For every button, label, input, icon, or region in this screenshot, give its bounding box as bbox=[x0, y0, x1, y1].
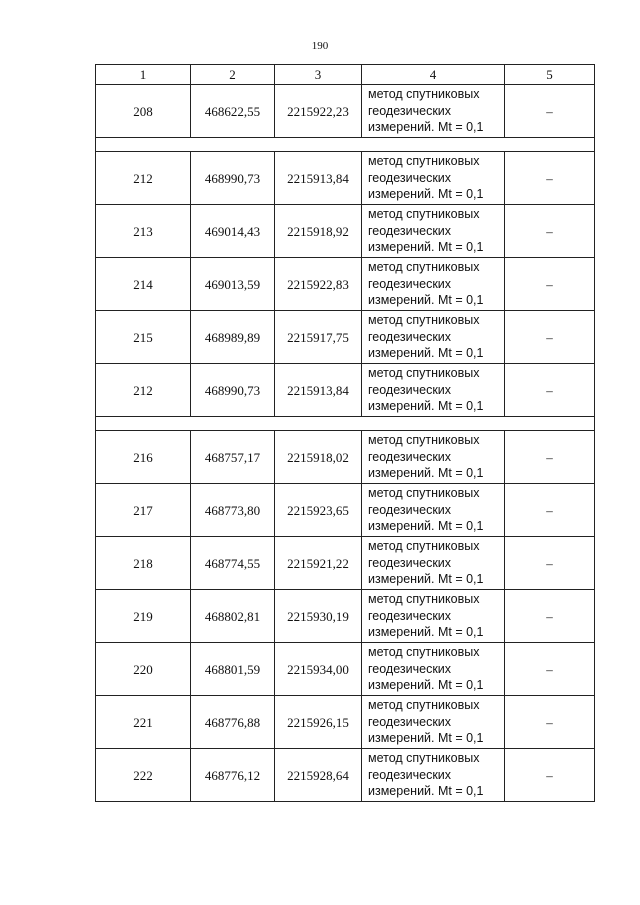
point-number-cell: 215 bbox=[96, 311, 191, 364]
method-cell bbox=[362, 152, 505, 205]
method-text-line: метод спутниковых bbox=[368, 313, 480, 328]
point-number-cell: 222 bbox=[96, 749, 191, 802]
point-number-cell: 213 bbox=[96, 205, 191, 258]
table-row bbox=[96, 205, 595, 258]
method-text-line: геодезических bbox=[368, 608, 452, 623]
separator-row bbox=[96, 138, 595, 152]
method-text-line: метод спутниковых bbox=[368, 207, 480, 222]
point-number-cell: 221 bbox=[96, 696, 191, 749]
method-text-line: метод спутниковых bbox=[368, 260, 480, 275]
x-coordinate-cell: 468990,73 bbox=[191, 364, 275, 417]
dash-cell: – bbox=[505, 749, 595, 802]
method-cell bbox=[362, 696, 505, 749]
x-coordinate-cell: 468989,89 bbox=[191, 311, 275, 364]
table-row bbox=[96, 311, 595, 364]
point-number-cell: 217 bbox=[96, 484, 191, 537]
table-row bbox=[96, 258, 595, 311]
dash-cell: – bbox=[505, 258, 595, 311]
y-coordinate-cell: 2215913,84 bbox=[275, 364, 362, 417]
x-coordinate-cell: 468990,73 bbox=[191, 152, 275, 205]
method-text-line: метод спутниковых bbox=[368, 87, 480, 102]
y-coordinate-cell: 2215913,84 bbox=[275, 152, 362, 205]
point-number-cell: 216 bbox=[96, 431, 191, 484]
method-text-line: метод спутниковых bbox=[368, 486, 480, 501]
coordinates-table bbox=[95, 64, 595, 802]
header-cell: 5 bbox=[505, 65, 595, 85]
page-number: 190 bbox=[311, 40, 329, 52]
method-text-line: геодезических bbox=[368, 449, 452, 464]
method-text-line: измерений. Mt = 0,1 bbox=[368, 519, 484, 534]
method-cell bbox=[362, 484, 505, 537]
header-cell: 4 bbox=[362, 65, 505, 85]
table-row bbox=[96, 537, 595, 590]
method-cell bbox=[362, 749, 505, 802]
x-coordinate-cell: 468757,17 bbox=[191, 431, 275, 484]
x-coordinate-cell: 468773,80 bbox=[191, 484, 275, 537]
dash-cell: – bbox=[505, 431, 595, 484]
method-text-line: метод спутниковых bbox=[368, 645, 480, 660]
y-coordinate-cell: 2215922,83 bbox=[275, 258, 362, 311]
method-text-line: измерений. Mt = 0,1 bbox=[368, 399, 484, 414]
dash-cell: – bbox=[505, 590, 595, 643]
method-text-line: измерений. Mt = 0,1 bbox=[368, 346, 484, 361]
method-text-line: метод спутниковых bbox=[368, 433, 480, 448]
table-row bbox=[96, 364, 595, 417]
x-coordinate-cell: 468801,59 bbox=[191, 643, 275, 696]
method-text-line: геодезических bbox=[368, 767, 452, 782]
method-text-line: измерений. Mt = 0,1 bbox=[368, 120, 484, 135]
x-coordinate-cell: 468802,81 bbox=[191, 590, 275, 643]
method-text-line: геодезических bbox=[368, 661, 452, 676]
dash-cell: – bbox=[505, 643, 595, 696]
method-text-line: измерений. Mt = 0,1 bbox=[368, 731, 484, 746]
method-text-line: метод спутниковых bbox=[368, 592, 480, 607]
method-text-line: измерений. Mt = 0,1 bbox=[368, 240, 484, 255]
method-text-line: геодезических bbox=[368, 714, 452, 729]
dash-cell: – bbox=[505, 205, 595, 258]
method-cell bbox=[362, 537, 505, 590]
x-coordinate-cell: 468776,88 bbox=[191, 696, 275, 749]
method-cell bbox=[362, 643, 505, 696]
method-text-line: геодезических bbox=[368, 382, 452, 397]
y-coordinate-cell: 2215917,75 bbox=[275, 311, 362, 364]
table-row bbox=[96, 590, 595, 643]
method-cell bbox=[362, 258, 505, 311]
y-coordinate-cell: 2215922,23 bbox=[275, 85, 362, 138]
dash-cell: – bbox=[505, 537, 595, 590]
method-cell bbox=[362, 364, 505, 417]
point-number-cell: 212 bbox=[96, 364, 191, 417]
y-coordinate-cell: 2215923,65 bbox=[275, 484, 362, 537]
dash-cell: – bbox=[505, 696, 595, 749]
point-number-cell: 220 bbox=[96, 643, 191, 696]
method-text-line: метод спутниковых bbox=[368, 154, 480, 169]
method-text-line: измерений. Mt = 0,1 bbox=[368, 625, 484, 640]
y-coordinate-cell: 2215934,00 bbox=[275, 643, 362, 696]
x-coordinate-cell: 469014,43 bbox=[191, 205, 275, 258]
dash-cell: – bbox=[505, 152, 595, 205]
y-coordinate-cell: 2215926,15 bbox=[275, 696, 362, 749]
table-body bbox=[96, 65, 595, 802]
x-coordinate-cell: 469013,59 bbox=[191, 258, 275, 311]
method-cell bbox=[362, 311, 505, 364]
point-number-cell: 214 bbox=[96, 258, 191, 311]
point-number-cell: 218 bbox=[96, 537, 191, 590]
method-text-line: геодезических bbox=[368, 223, 452, 238]
x-coordinate-cell: 468774,55 bbox=[191, 537, 275, 590]
x-coordinate-cell: 468622,55 bbox=[191, 85, 275, 138]
table-row bbox=[96, 484, 595, 537]
method-text-line: измерений. Mt = 0,1 bbox=[368, 293, 484, 308]
method-text-line: метод спутниковых bbox=[368, 751, 480, 766]
method-text-line: измерений. Mt = 0,1 bbox=[368, 784, 484, 799]
method-text-line: измерений. Mt = 0,1 bbox=[368, 572, 484, 587]
method-text-line: геодезических bbox=[368, 170, 452, 185]
point-number-cell: 219 bbox=[96, 590, 191, 643]
method-text-line: метод спутниковых bbox=[368, 366, 480, 381]
dash-cell: – bbox=[505, 85, 595, 138]
table-row bbox=[96, 696, 595, 749]
dash-cell: – bbox=[505, 364, 595, 417]
separator-cell bbox=[96, 138, 595, 152]
point-number-cell: 208 bbox=[96, 85, 191, 138]
table-row bbox=[96, 152, 595, 205]
method-text-line: метод спутниковых bbox=[368, 698, 480, 713]
dash-cell: – bbox=[505, 311, 595, 364]
method-text-line: измерений. Mt = 0,1 bbox=[368, 187, 484, 202]
table-row bbox=[96, 431, 595, 484]
header-cell: 1 bbox=[96, 65, 191, 85]
method-cell bbox=[362, 205, 505, 258]
method-text-line: измерений. Mt = 0,1 bbox=[368, 678, 484, 693]
y-coordinate-cell: 2215928,64 bbox=[275, 749, 362, 802]
dash-cell: – bbox=[505, 484, 595, 537]
method-text-line: измерений. Mt = 0,1 bbox=[368, 466, 484, 481]
method-cell bbox=[362, 431, 505, 484]
method-cell bbox=[362, 85, 505, 138]
table-row bbox=[96, 85, 595, 138]
y-coordinate-cell: 2215918,02 bbox=[275, 431, 362, 484]
header-row bbox=[96, 65, 595, 85]
method-text-line: метод спутниковых bbox=[368, 539, 480, 554]
method-text-line: геодезических bbox=[368, 276, 452, 291]
separator-cell bbox=[96, 417, 595, 431]
table-row bbox=[96, 749, 595, 802]
table-row bbox=[96, 643, 595, 696]
method-text-line: геодезических bbox=[368, 103, 452, 118]
header-cell: 2 bbox=[191, 65, 275, 85]
method-text-line: геодезических bbox=[368, 329, 452, 344]
method-text-line: геодезических bbox=[368, 555, 452, 570]
y-coordinate-cell: 2215918,92 bbox=[275, 205, 362, 258]
method-cell bbox=[362, 590, 505, 643]
point-number-cell: 212 bbox=[96, 152, 191, 205]
header-cell: 3 bbox=[275, 65, 362, 85]
method-text-line: геодезических bbox=[368, 502, 452, 517]
separator-row bbox=[96, 417, 595, 431]
x-coordinate-cell: 468776,12 bbox=[191, 749, 275, 802]
y-coordinate-cell: 2215921,22 bbox=[275, 537, 362, 590]
y-coordinate-cell: 2215930,19 bbox=[275, 590, 362, 643]
